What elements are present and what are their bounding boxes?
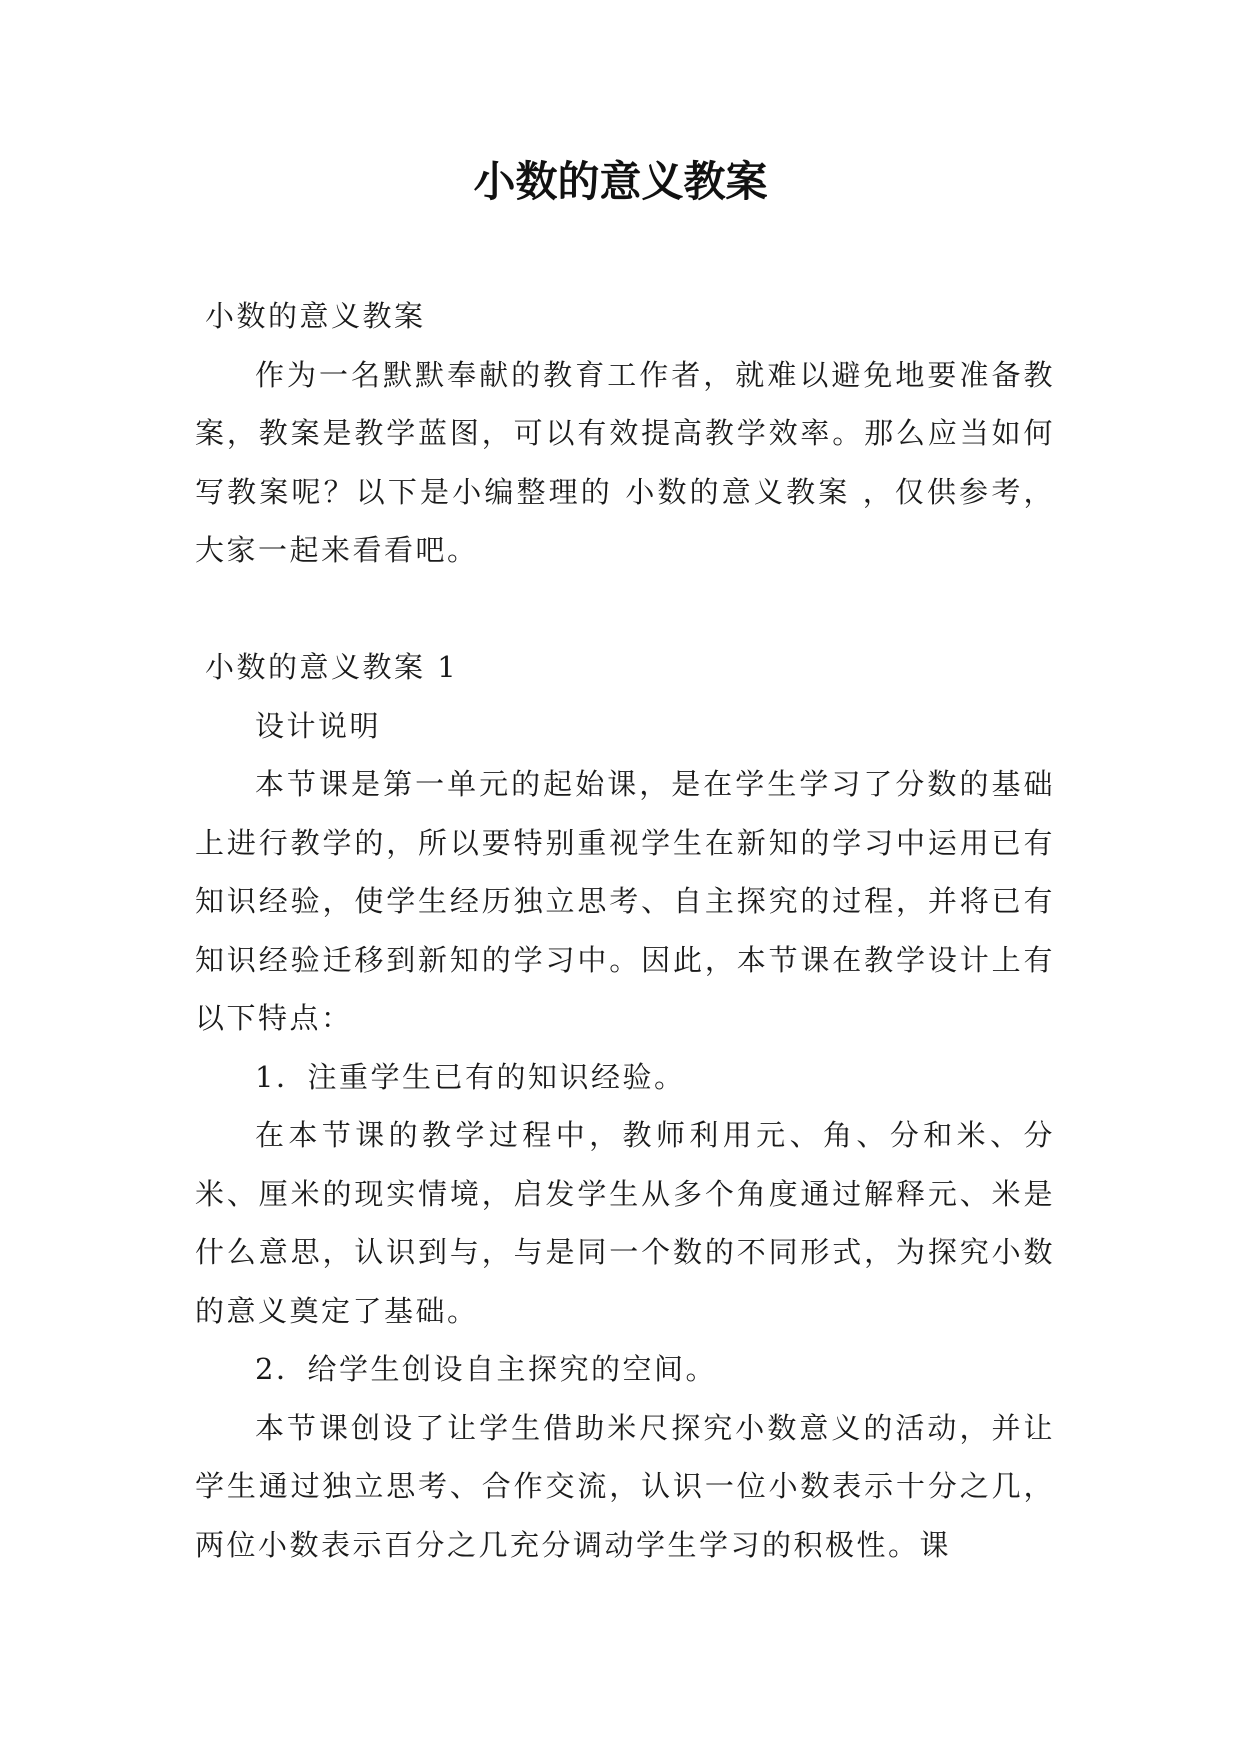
list-item: 1．注重学生已有的知识经验。 [255, 1059, 686, 1094]
body-paragraph: 在本节课的教学过程中，教师利用元、角、分和米、分米、厘米的现实情境，启发学生从多个角度通过解释元、米是什么意思，认识到与，与是同一个数的不同形式，为探究小数的意义奠定了基础。 [195, 1118, 1055, 1328]
list-item: 2．给学生创设自主探究的空间。 [255, 1352, 717, 1386]
paragraph-spacer [195, 580, 1055, 639]
document-body [195, 287, 1055, 1574]
body-paragraph: 本节课创设了让学生借助米尺探究小数意义的活动，并让学生通过独立思考、合作交流，认识一位小数表示十分之几，两位小数表示百分之几充分调动学生学习的积极性。课 [195, 1410, 1055, 1562]
subheading: 设计说明 [255, 708, 382, 743]
section-heading: 小数的意义教案 1 [205, 650, 459, 684]
section-heading: 小数的意义教案 [205, 299, 426, 333]
document-title: 小数的意义教案 [473, 157, 768, 206]
body-paragraph: 本节课是第一单元的起始课，是在学生学习了分数的基础上进行教学的，所以要特别重视学生在新知的学习中运用已有知识经验，使学生经历独立思考、自主探究的过程，并将已有知识经验迁移到新知的学习中。因此，本节课在教学设计上有以下特点： [195, 767, 1055, 1035]
intro-paragraph: 作为一名默默奉献的教育工作者，就难以避免地要准备教案，教案是教学蓝图，可以有效提高教学效率。那么应当如何写教案呢？以下是小编整理的 小数的意义教案 ，仅供参考，大家一起来看看吧。 [195, 357, 1055, 567]
